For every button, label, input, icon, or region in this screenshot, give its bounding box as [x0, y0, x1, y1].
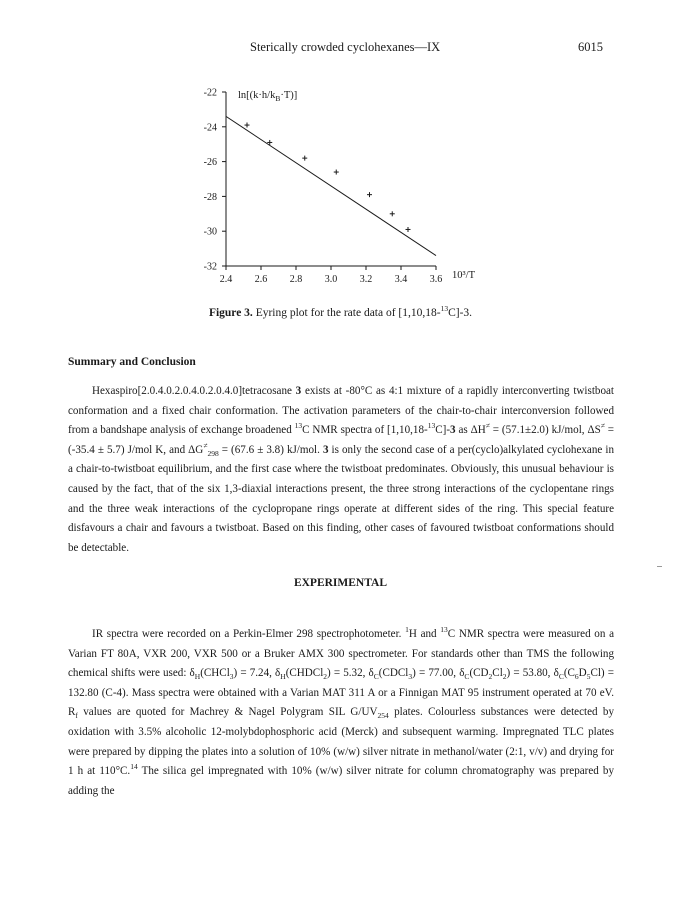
x-tick-label: 3.6 — [429, 274, 443, 285]
page-number: 6015 — [578, 40, 603, 54]
y-axis-label — [238, 90, 297, 103]
fit-line-group — [226, 116, 436, 255]
summary-text: Hexaspiro[2.0.4.0.2.0.4.0.2.0.4.0]tetracosane 3 exists at -80°C as 4:1 mixture of a rapidly interconverting twistboat conformation and a fixed chair conformation. The activation parameters of the chair-to-chair interconversion followed from a bandshape analysis of exchange broadened $^{13}$C NMR spectra of [1,10,18-$^{13}$C]-3 as ΔH≠ = (57.1±2.0) kJ/mol, ΔS≠ = (-35.4 ± 5.7) J/mol K, and $\Delta G^\ne_{298} = (67.6 \pm 3.8)$ kJ/mol. 3 is only the second case of a per(cyclo)alkylated cyclohexane in a chair-to-twistboat equilibrium, and the first case where the twistboat predominates. Obviously, this unusual behaviour is caused by the fact, that of the six 1,3-diaxial interactions present, the three strong interactions of the cyclopentane rings and the three weak interactions of the cyclopropane rings operate at different sides of the ring. This special feature disfavours a chair and favours a twistboat. Based on this finding, other cases of favoured twistboat conformations should be detectable. — [68, 385, 615, 554]
x-axis-label: 10³/T — [452, 270, 475, 281]
data-point — [367, 192, 372, 197]
x-tick-label: 2.4 — [219, 274, 233, 285]
y-tick-label: -32 — [203, 261, 217, 273]
x-tick-label: 2.6 — [254, 274, 268, 285]
y-axis-label-main: ln[(k·h/k — [238, 90, 276, 101]
y-axis-label-sub: B — [275, 94, 281, 103]
x-tick-label: 3.4 — [394, 274, 408, 285]
experimental-heading: EXPERIMENTAL — [293, 577, 388, 589]
x-tick-label: 3.0 — [324, 274, 338, 285]
experimental-text: IR spectra were recorded on a Perkin-Elmer 298 spectrophotometer. $^1$H and $^{13}$C NMR spectra were measured on a Varian FT 80A, VXR 200, VXR 500 or a Bruker AMX 300 spectrometer. For standards other than TMS the following chemical shifts were used: $\delta_H(CHCl_3) = 7.24$, $\delta_H(CHDCl_2) = 5.32$, $\delta_C(CDCl_3) = 77.00$, $\delta_C(CD_2Cl_2) = 53.80$, $\delta_C(C_6D_5Cl) = 132.80$ (C-4). Mass spectra were obtained with a Varian MAT 311 A or a Finnigan MAT 95 instrument operated at 70 eV. $R_f$ values are quoted for Machrey & Nagel Polygram SIL $G/UV_{254}$ plates. Colourless substances were detected by oxidation with 3.5% alcoholic 12-molybdophosphoric acid (Merck) and subsequent warming. Impregnated TLC plates were prepared by dipping the plates into a solution of 10% (w/w) silver nitrate in methanol/water (2:1, v/v) and drying for 1 h at 110°C.$^{14}$ The silica gel impregnated with 10% (w/w) silver nitrate for column chromatography was prepared by adding the — [68, 625, 615, 797]
figure-caption-compound: C]-3. — [448, 307, 473, 319]
figure-caption-label: Figure 3. — [208, 307, 253, 319]
y-tick-label: -22 — [203, 87, 217, 99]
x-axis-ticks — [220, 266, 443, 285]
data-point — [334, 170, 339, 175]
x-tick-label: 2.8 — [289, 274, 303, 285]
data-point — [406, 227, 411, 232]
data-point — [390, 211, 395, 216]
y-tick-label: -26 — [203, 157, 217, 169]
chart-axes — [226, 92, 436, 266]
running-title: Sterically crowded cyclohexanes—IX — [250, 40, 441, 54]
x-tick-label: 3.2 — [359, 274, 373, 285]
summary-paragraph — [68, 382, 614, 558]
margin-mark — [657, 566, 662, 567]
y-tick-label: -24 — [203, 122, 217, 134]
experimental-paragraph — [68, 625, 614, 801]
fit-line — [226, 116, 436, 255]
figure-caption — [0, 304, 681, 319]
figure-caption-text: Eyring plot for the rate data of [1,10,18- — [252, 307, 441, 319]
summary-heading: Summary and Conclusion — [68, 356, 196, 368]
figure-caption-isotope: 13 — [440, 304, 449, 313]
running-head — [0, 40, 681, 56]
y-tick-label: -28 — [203, 191, 217, 203]
eyring-plot-figure — [180, 82, 475, 302]
y-axis-label-end: ·T)] — [280, 90, 298, 101]
y-axis-ticks — [204, 88, 226, 273]
data-point — [245, 123, 250, 128]
data-point — [302, 156, 307, 161]
data-points — [245, 123, 411, 232]
y-tick-label: -30 — [203, 226, 217, 238]
eyring-plot — [180, 82, 475, 302]
